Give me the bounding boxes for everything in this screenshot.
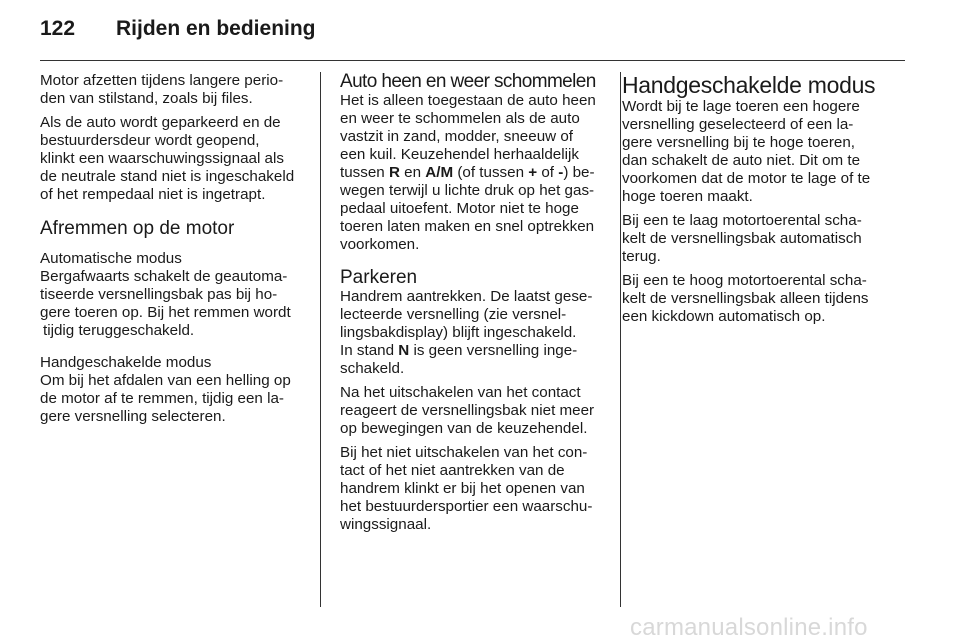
section-title-handgeschakelde-modus: Handgeschakelde modus [622, 72, 876, 98]
section-title-afremmen: Afremmen op de motor [40, 218, 235, 239]
column-middle [340, 72, 606, 540]
subsection-title-automatisch: Automatische modus [40, 250, 182, 267]
page-header [40, 17, 316, 41]
paragraph: Bij een te laag motortoerental scha- kelt de versnellingsbak automatisch terug. [622, 212, 862, 265]
paragraph: Bij het niet uitschakelen van het con- tact of het niet aantrekken van de handrem klinkt er bij het openen van het bestuurdersportier een waarschu- wingssignaal. [340, 444, 593, 533]
page-title: Rijden en bediening [116, 17, 316, 40]
watermark: carmanualsonline.info [630, 614, 868, 641]
paragraph: Motor afzetten tijdens langere perio- den van stilstand, zoals bij files. [40, 72, 284, 107]
paragraph: Bergafwaarts schakelt de geautoma- tiseerde versnellingsbak pas bij ho- gere toeren op. Bij het remmen wordt tijdig teruggeschakeld. [40, 268, 291, 339]
paragraph: Handrem aantrekken. De laatst gese- lecteerde versnelling (zie versnel- lingsbakdisplay) blijft ingeschakeld. In stand N is geen versnelling inge- schakeld. [340, 288, 593, 377]
section-title-schommelen: Auto heen en weer schommelen [340, 71, 596, 92]
paragraph: Na het uitschakelen van het contact reageert de versnellingsbak niet meer op bewegingen van de keuzehendel. [340, 384, 595, 437]
column-right [622, 72, 908, 332]
subsection-title-handgeschakeld: Handgeschakelde modus [40, 354, 212, 371]
paragraph: Het is alleen toegestaan de auto heen en weer te schommelen als de auto vastzit in zand, modder, sneeuw of een kuil. Keuzehendel herhaaldelijk tussen R en A/M (of tussen + of -) be- wegen terwijl u lichte druk op het gas- pedaal uitoefent. Motor niet te hoge toeren laten maken en snel optrekken voorkomen. [340, 92, 596, 253]
column-divider-2 [620, 72, 621, 607]
column-left [40, 72, 306, 432]
paragraph: Wordt bij te lage toeren een hogere versnelling geselecteerd of een la- gere versnelling bij te hoge toeren, dan schakelt de auto niet. Dit om te voorkomen dat de motor te lage of te hoge toeren maakt. [622, 98, 871, 205]
paragraph: Als de auto wordt geparkeerd en de bestuurdersdeur wordt geopend, klinkt een waarschuwingssignaal als de neutrale stand niet is ingeschakeld of het rempedaal niet is ingetrapt. [40, 114, 295, 203]
page-number: 122 [40, 17, 76, 40]
column-divider-1 [320, 72, 321, 607]
paragraph: Om bij het afdalen van een helling op de motor af te remmen, tijdig een la- gere versnelling selecteren. [40, 372, 291, 425]
section-title-parkeren: Parkeren [340, 267, 418, 288]
header-rule [40, 60, 905, 61]
paragraph: Bij een te hoog motortoerental scha- kelt de versnellingsbak alleen tijdens een kickdown automatisch op. [622, 272, 869, 325]
